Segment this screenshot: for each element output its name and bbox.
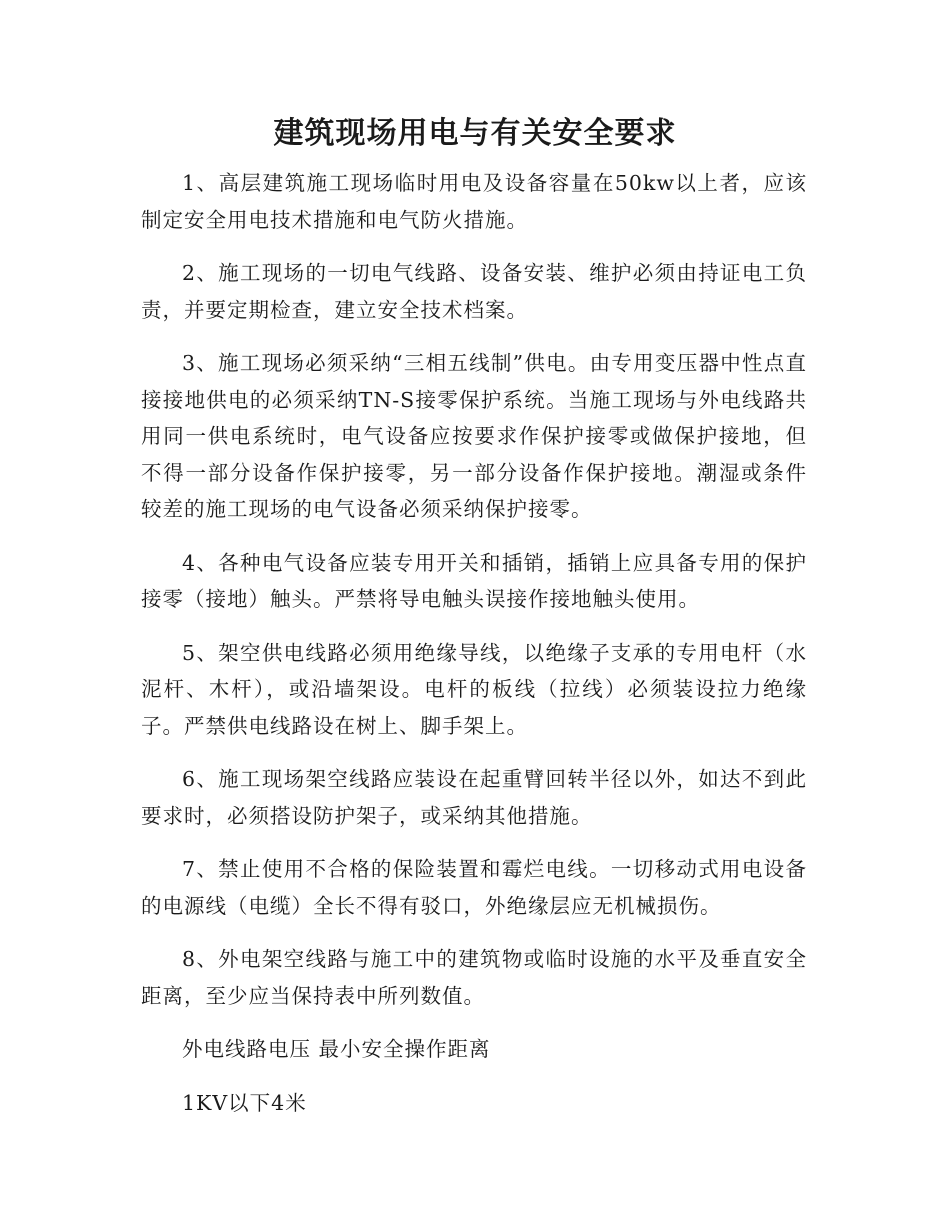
document-body <box>141 165 807 1138</box>
paragraph-4: 4、各种电气设备应装专用开关和插销，插销上应具备专用的保护接零（接地）触头。严禁将导电触头误接作接地触头使用。 <box>141 550 807 611</box>
paragraph-3: 3、施工现场必须采纳“三相五线制”供电。由专用变压器中性点直接接地供电的必须采纳TN-S接零保护系统。当施工现场与外电线路共用同一供电系统时，电气设备应按要求作保护接零或做保护接地，但不得一部分设备作保护接零，另一部分设备作保护接地。潮湿或条件较差的施工现场的电气设备必须采纳保护接零。 <box>141 351 807 521</box>
paragraph-7: 7、禁止使用不合格的保险装置和霉烂电线。一切移动式用电设备的电源线（电缆）全长不得有驳口，外绝缘层应无机械损伤。 <box>141 857 807 918</box>
table-header-line: 外电线路电压 最小安全操作距离 <box>182 1037 491 1061</box>
paragraph-2: 2、施工现场的一切电气线路、设备安装、维护必须由持证电工负责，并要定期检查，建立安全技术档案。 <box>141 261 807 322</box>
paragraph-5: 5、架空供电线路必须用绝缘导线，以绝缘子支承的专用电杆（水泥杆、木杆），或沿墙架设。电杆的板线（拉线）必须装设拉力绝缘子。严禁供电线路设在树上、脚手架上。 <box>141 640 807 738</box>
document-title: 建筑现场用电与有关安全要求 <box>273 116 677 151</box>
table-row-line: 1KV以下4米 <box>182 1090 307 1115</box>
paragraph-1: 1、高层建筑施工现场临时用电及设备容量在50kw以上者，应该制定安全用电技术措施和电气防火措施。 <box>141 171 807 232</box>
paragraph-6: 6、施工现场架空线路应装设在起重臂回转半径以外，如达不到此要求时，必须搭设防护架子，或采纳其他措施。 <box>141 767 807 828</box>
paragraph-8: 8、外电架空线路与施工中的建筑物或临时设施的水平及垂直安全距离，至少应当保持表中所列数值。 <box>141 947 807 1008</box>
